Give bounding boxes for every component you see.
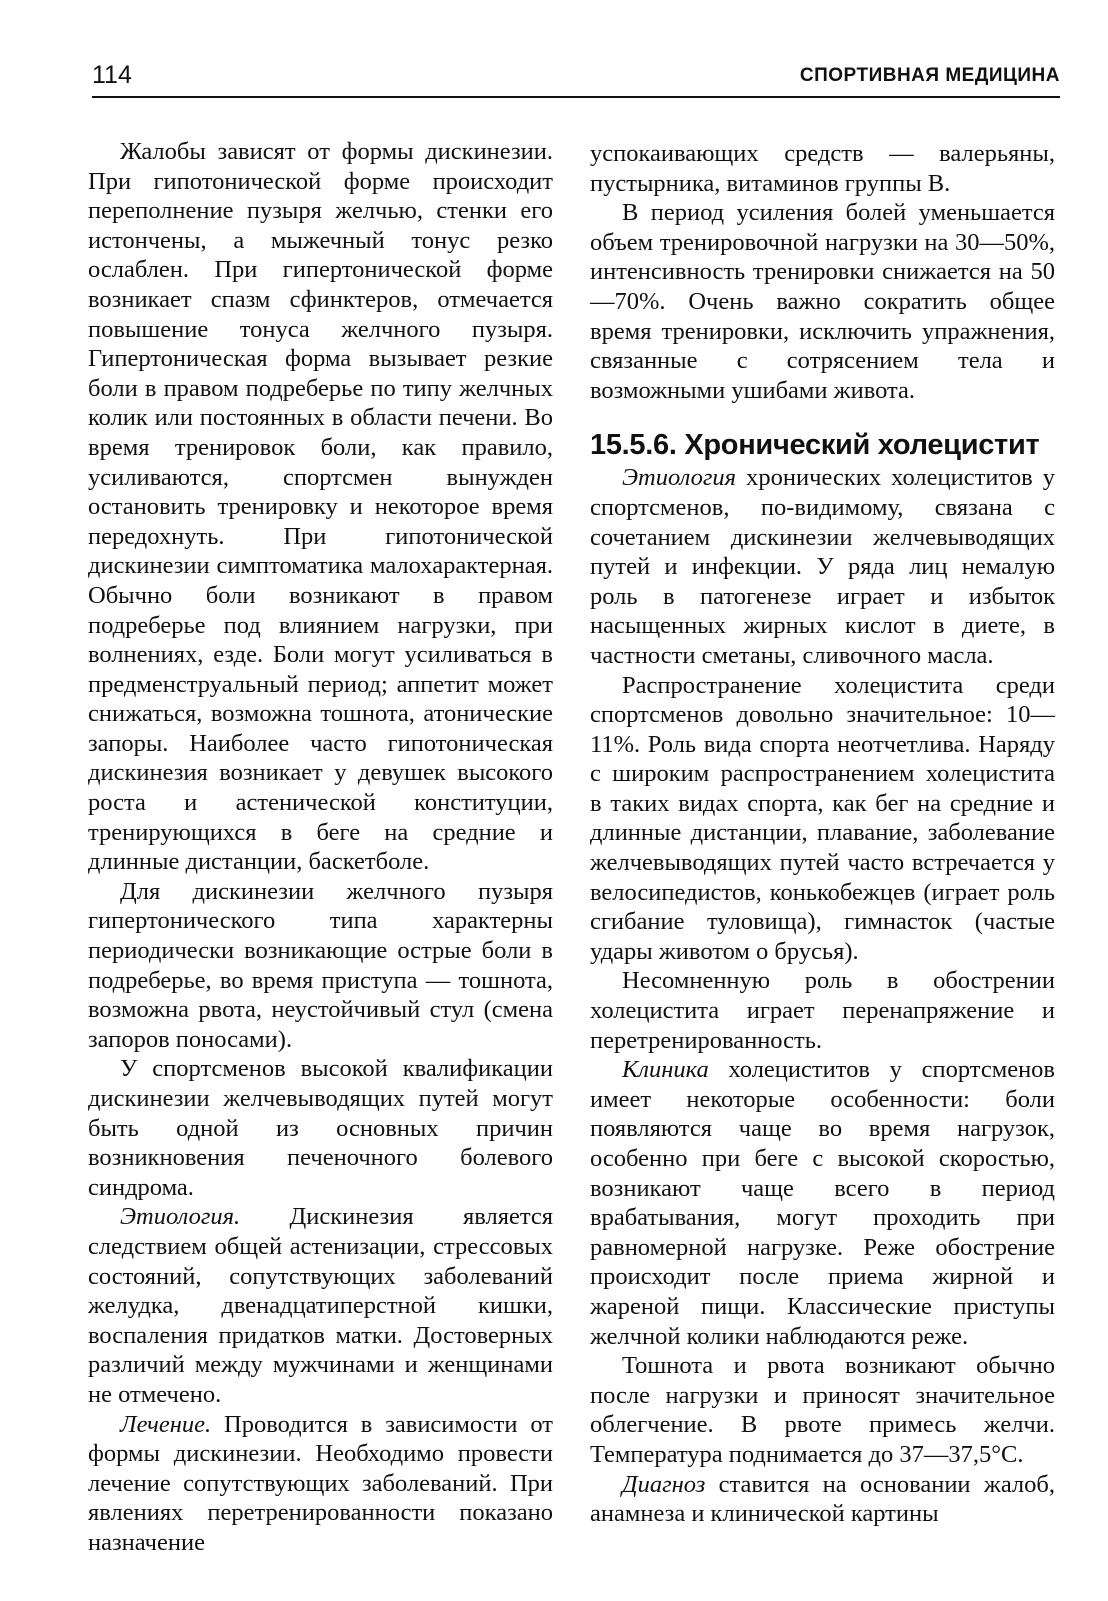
paragraph-continuation: успокаивающих средств — валерьяны, пустырника, витаминов группы В. — [590, 140, 1055, 197]
paragraph-nausea: Тошнота и рвота возникают обычно после нагрузки и приносят значительное облегчение. В рвоте примесь желчи. Температура поднимается до 37—37,5°С. — [590, 1352, 1055, 1468]
treatment-lead: Лечение. — [120, 1410, 212, 1438]
page-header — [92, 60, 1060, 98]
paragraph-clinic — [590, 1055, 1055, 1351]
right-column — [590, 139, 1055, 1529]
paragraph-cholecystitis-etiology — [590, 463, 1055, 670]
cholecystitis-etiology-lead: Этиология — [622, 464, 737, 492]
paragraph-treatment — [88, 1410, 553, 1558]
diagnosis-lead: Диагноз — [622, 1470, 706, 1498]
paragraph-overstrain: Несомненную роль в обострении холецистита играет перенапряжение и перетренированность. — [590, 967, 1055, 1054]
paragraph-load-reduction: В период усиления болей уменьшается объем тренировочной нагрузки на 30—50%, интенсивность тренировки снижается на 50—70%. Очень важно сократить общее время тренировки, исключить упражнения, связанные с сотрясением тела и возможными ушибами живота. — [590, 199, 1055, 404]
paragraph-etiology — [88, 1202, 553, 1409]
section-title: 15.5.6. Хронический холецистит — [590, 429, 1040, 462]
etiology-lead: Этиология. — [120, 1203, 241, 1231]
diagnosis-text: ставится на основании жалоб, анамнеза и клинической картины — [590, 1470, 1055, 1528]
paragraph-diagnosis — [590, 1470, 1055, 1529]
paragraph-prevalence: Распространение холецистита среди спортсменов довольно значительное: 10—11%. Роль вида спорта неотчетлива. Наряду с широким распространением холецистита в таких видах спорта, как бег на средние и длинные дистанции, плавание, заболевание желчевыводящих путей часто встречается у велосипедистов, конькобежцев (играет роль сгибание туловища), гимнасток (частые удары животом о брусья). — [590, 671, 1055, 965]
clinic-text: холециститов у спортсменов имеет некоторые особенности: боли появляются чаще во время нагрузок, особенно при беге с высокой скоростью, возникают чаще всего в период врабатывания, могут проходить при равномерной нагрузке. Реже обострение происходит после приема жирной и жареной пищи. Классические приступы желчной колики наблюдаются реже. — [590, 1056, 1055, 1350]
etiology-text: Дискинезия является следствием общей астенизации, стрессовых состояний, сопутствующих заболеваний желудка, двенадцатиперстной кишки, воспаления придатков матки. Достоверных различий между мужчинами и женщинами не отмечено. — [88, 1203, 553, 1408]
left-column — [88, 137, 553, 1558]
treatment-text: Проводится в зависимости от формы дискинезии. Необходимо провести лечение сопутствующих заболеваний. При явлениях перетренированности показано назначение — [88, 1410, 553, 1556]
paragraph-complaints: Жалобы зависят от формы дискинезии. При гипотонической форме происходит переполнение пузыря желчью, стенки его истончены, а мыжечный тонус резко ослаблен. При гипертонической форме возникает спазм сфинктеров, отмечается повышение тонуса желчного пузыря. Гипертоническая форма вызывает резкие боли в правом подреберье по типу желчных колик или постоянных в области печени. Во время тренировок боли, как правило, усиливаются, спортсмен вынужден остановить тренировку и некоторое время передохнуть. При гипотонической дискинезии симптоматика малохарактерная. Обычно боли возникают в правом подреберье под влиянием нагрузки, при волнениях, езде. Боли могут усиливаться в предменструальный период; аппетит может снижаться, возможна тошнота, атонические запоры. Наиболее часто гипотоническая дискинезия возникает у девушек высокого роста и астенической конституции, тренирующихся в беге на средние и длинные дистанции, баскетболе. — [88, 138, 553, 876]
paragraph-qualification: У спортсменов высокой квалификации дискинезии желчевыводящих путей могут быть одной из основных причин возникновения печеночного болевого синдрома. — [88, 1055, 553, 1201]
paragraph-hypertonic: Для дискинезии желчного пузыря гипертонического типа характерны периодически возникающие острые боли в подреберье, во время приступа — тошнота, возможна рвота, неустойчивый стул (смена запоров поносами). — [88, 877, 553, 1053]
clinic-lead: Клиника — [622, 1056, 709, 1084]
cholecystitis-etiology-text: хронических холециститов у спортсменов, по-видимому, связана с сочетанием дискинезии желчевыводящих путей и инфекции. У ряда лиц немалую роль в патогенезе играет и избыток насыщенных жирных кислот в диете, в частности сметаны, сливочного масла. — [590, 464, 1055, 669]
running-head: СПОРТИВНАЯ МЕДИЦИНА — [799, 65, 1060, 86]
page-number: 114 — [92, 61, 132, 89]
